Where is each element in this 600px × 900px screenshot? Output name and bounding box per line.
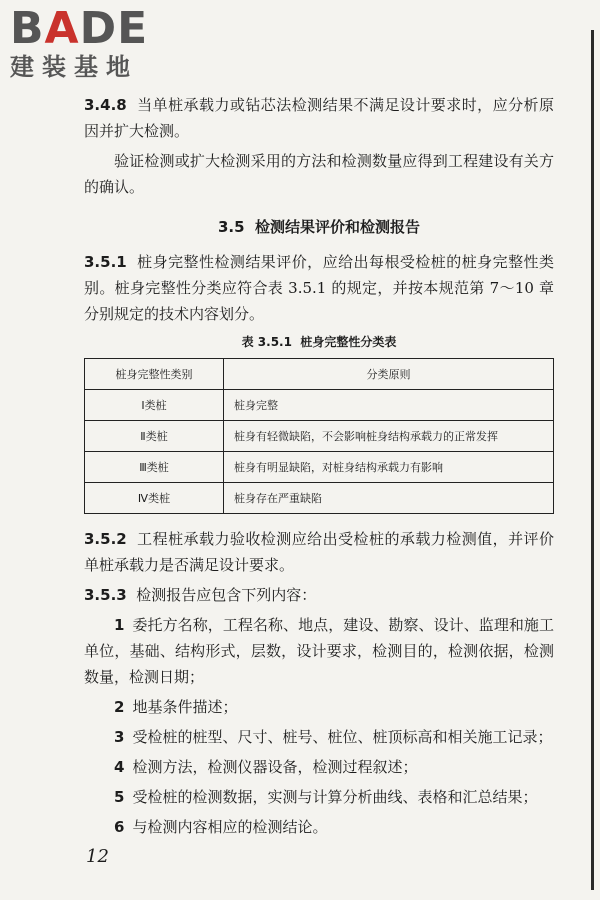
page-content bbox=[84, 92, 554, 844]
table-row bbox=[85, 483, 554, 514]
clause-text: 桩身完整性检测结果评价，应给出每根受检桩的桩身完整性类别。桩身完整性分类应符合表 3.5.1 的规定，并按本规范第 7～10 章分别规定的技术内容划分。 bbox=[84, 253, 554, 323]
clause-number: 3.4.8 bbox=[84, 96, 127, 114]
page-edge-shadow bbox=[591, 30, 594, 890]
item-text: 地基条件描述； bbox=[132, 698, 238, 716]
item-number: 3 bbox=[114, 728, 125, 746]
table-row bbox=[85, 390, 554, 421]
principle-cell: 桩身完整 bbox=[224, 390, 554, 421]
logo-wordmark: BADE bbox=[10, 3, 149, 54]
table-title: 桩身完整性分类表 bbox=[300, 335, 397, 349]
integrity-classification-table bbox=[84, 358, 554, 514]
item-text: 受检桩的检测数据，实测与计算分析曲线、表格和汇总结果； bbox=[132, 788, 538, 806]
item-text: 委托方名称，工程名称、地点，建设、勘察、设计、监理和施工单位，基础、结构形式，层数，设计要求，检测目的，检测依据，检测数量，检测日期； bbox=[84, 616, 554, 686]
list-item bbox=[84, 814, 554, 840]
table-caption bbox=[84, 333, 554, 350]
item-number: 6 bbox=[114, 818, 125, 836]
item-number: 5 bbox=[114, 788, 125, 806]
table-number: 表 3.5.1 bbox=[241, 335, 292, 349]
item-number: 2 bbox=[114, 698, 125, 716]
section-title bbox=[84, 216, 554, 237]
category-cell: Ⅱ类桩 bbox=[85, 421, 224, 452]
header-category: 桩身完整性类别 bbox=[85, 359, 224, 390]
clause-3-4-8-paragraph-2: 验证检测或扩大检测采用的方法和检测数量应得到工程建设有关方的确认。 bbox=[84, 152, 554, 196]
table-row bbox=[85, 452, 554, 483]
category-cell: Ⅲ类桩 bbox=[85, 452, 224, 483]
clause-text: 检测报告应包含下列内容： bbox=[136, 586, 317, 604]
list-item bbox=[84, 784, 554, 810]
clause-3-5-2 bbox=[84, 526, 554, 578]
item-number: 1 bbox=[114, 616, 125, 634]
clause-3-5-1 bbox=[84, 249, 554, 327]
clause-number: 3.5.2 bbox=[84, 530, 127, 548]
table-header-row bbox=[85, 359, 554, 390]
clause-number: 3.5.3 bbox=[84, 586, 127, 604]
list-item bbox=[84, 724, 554, 750]
clause-text: 工程桩承载力验收检测应给出受检桩的承载力检测值，并评价单桩承载力是否满足设计要求。 bbox=[84, 530, 554, 574]
table-row bbox=[85, 421, 554, 452]
section-number: 3.5 bbox=[217, 218, 245, 236]
page-number: 12 bbox=[86, 846, 109, 867]
clause-3-4-8 bbox=[84, 92, 554, 144]
item-text: 受检桩的桩型、尺寸、桩号、桩位、桩顶标高和相关施工记录； bbox=[132, 728, 553, 746]
list-item bbox=[84, 754, 554, 780]
category-cell: Ⅰ类桩 bbox=[85, 390, 224, 421]
principle-cell: 桩身有明显缺陷，对桩身结构承载力有影响 bbox=[224, 452, 554, 483]
clause-3-5-3 bbox=[84, 582, 554, 608]
clause-text: 当单桩承载力或钻芯法检测结果不满足设计要求时，应分析原因并扩大检测。 bbox=[84, 96, 554, 140]
item-text: 与检测内容相应的检测结论。 bbox=[132, 818, 328, 836]
bade-logo bbox=[10, 3, 180, 82]
header-principle: 分类原则 bbox=[224, 359, 554, 390]
item-number: 4 bbox=[114, 758, 125, 776]
category-cell: Ⅳ类桩 bbox=[85, 483, 224, 514]
principle-cell: 桩身存在严重缺陷 bbox=[224, 483, 554, 514]
principle-cell: 桩身有轻微缺陷，不会影响桩身结构承载力的正常发挥 bbox=[224, 421, 554, 452]
item-text: 检测方法，检测仪器设备，检测过程叙述； bbox=[132, 758, 418, 776]
clause-number: 3.5.1 bbox=[84, 253, 127, 271]
section-heading: 检测结果评价和检测报告 bbox=[255, 218, 421, 236]
list-item bbox=[84, 612, 554, 690]
list-item bbox=[84, 694, 554, 720]
logo-subtitle: 建装基地 bbox=[10, 53, 138, 81]
